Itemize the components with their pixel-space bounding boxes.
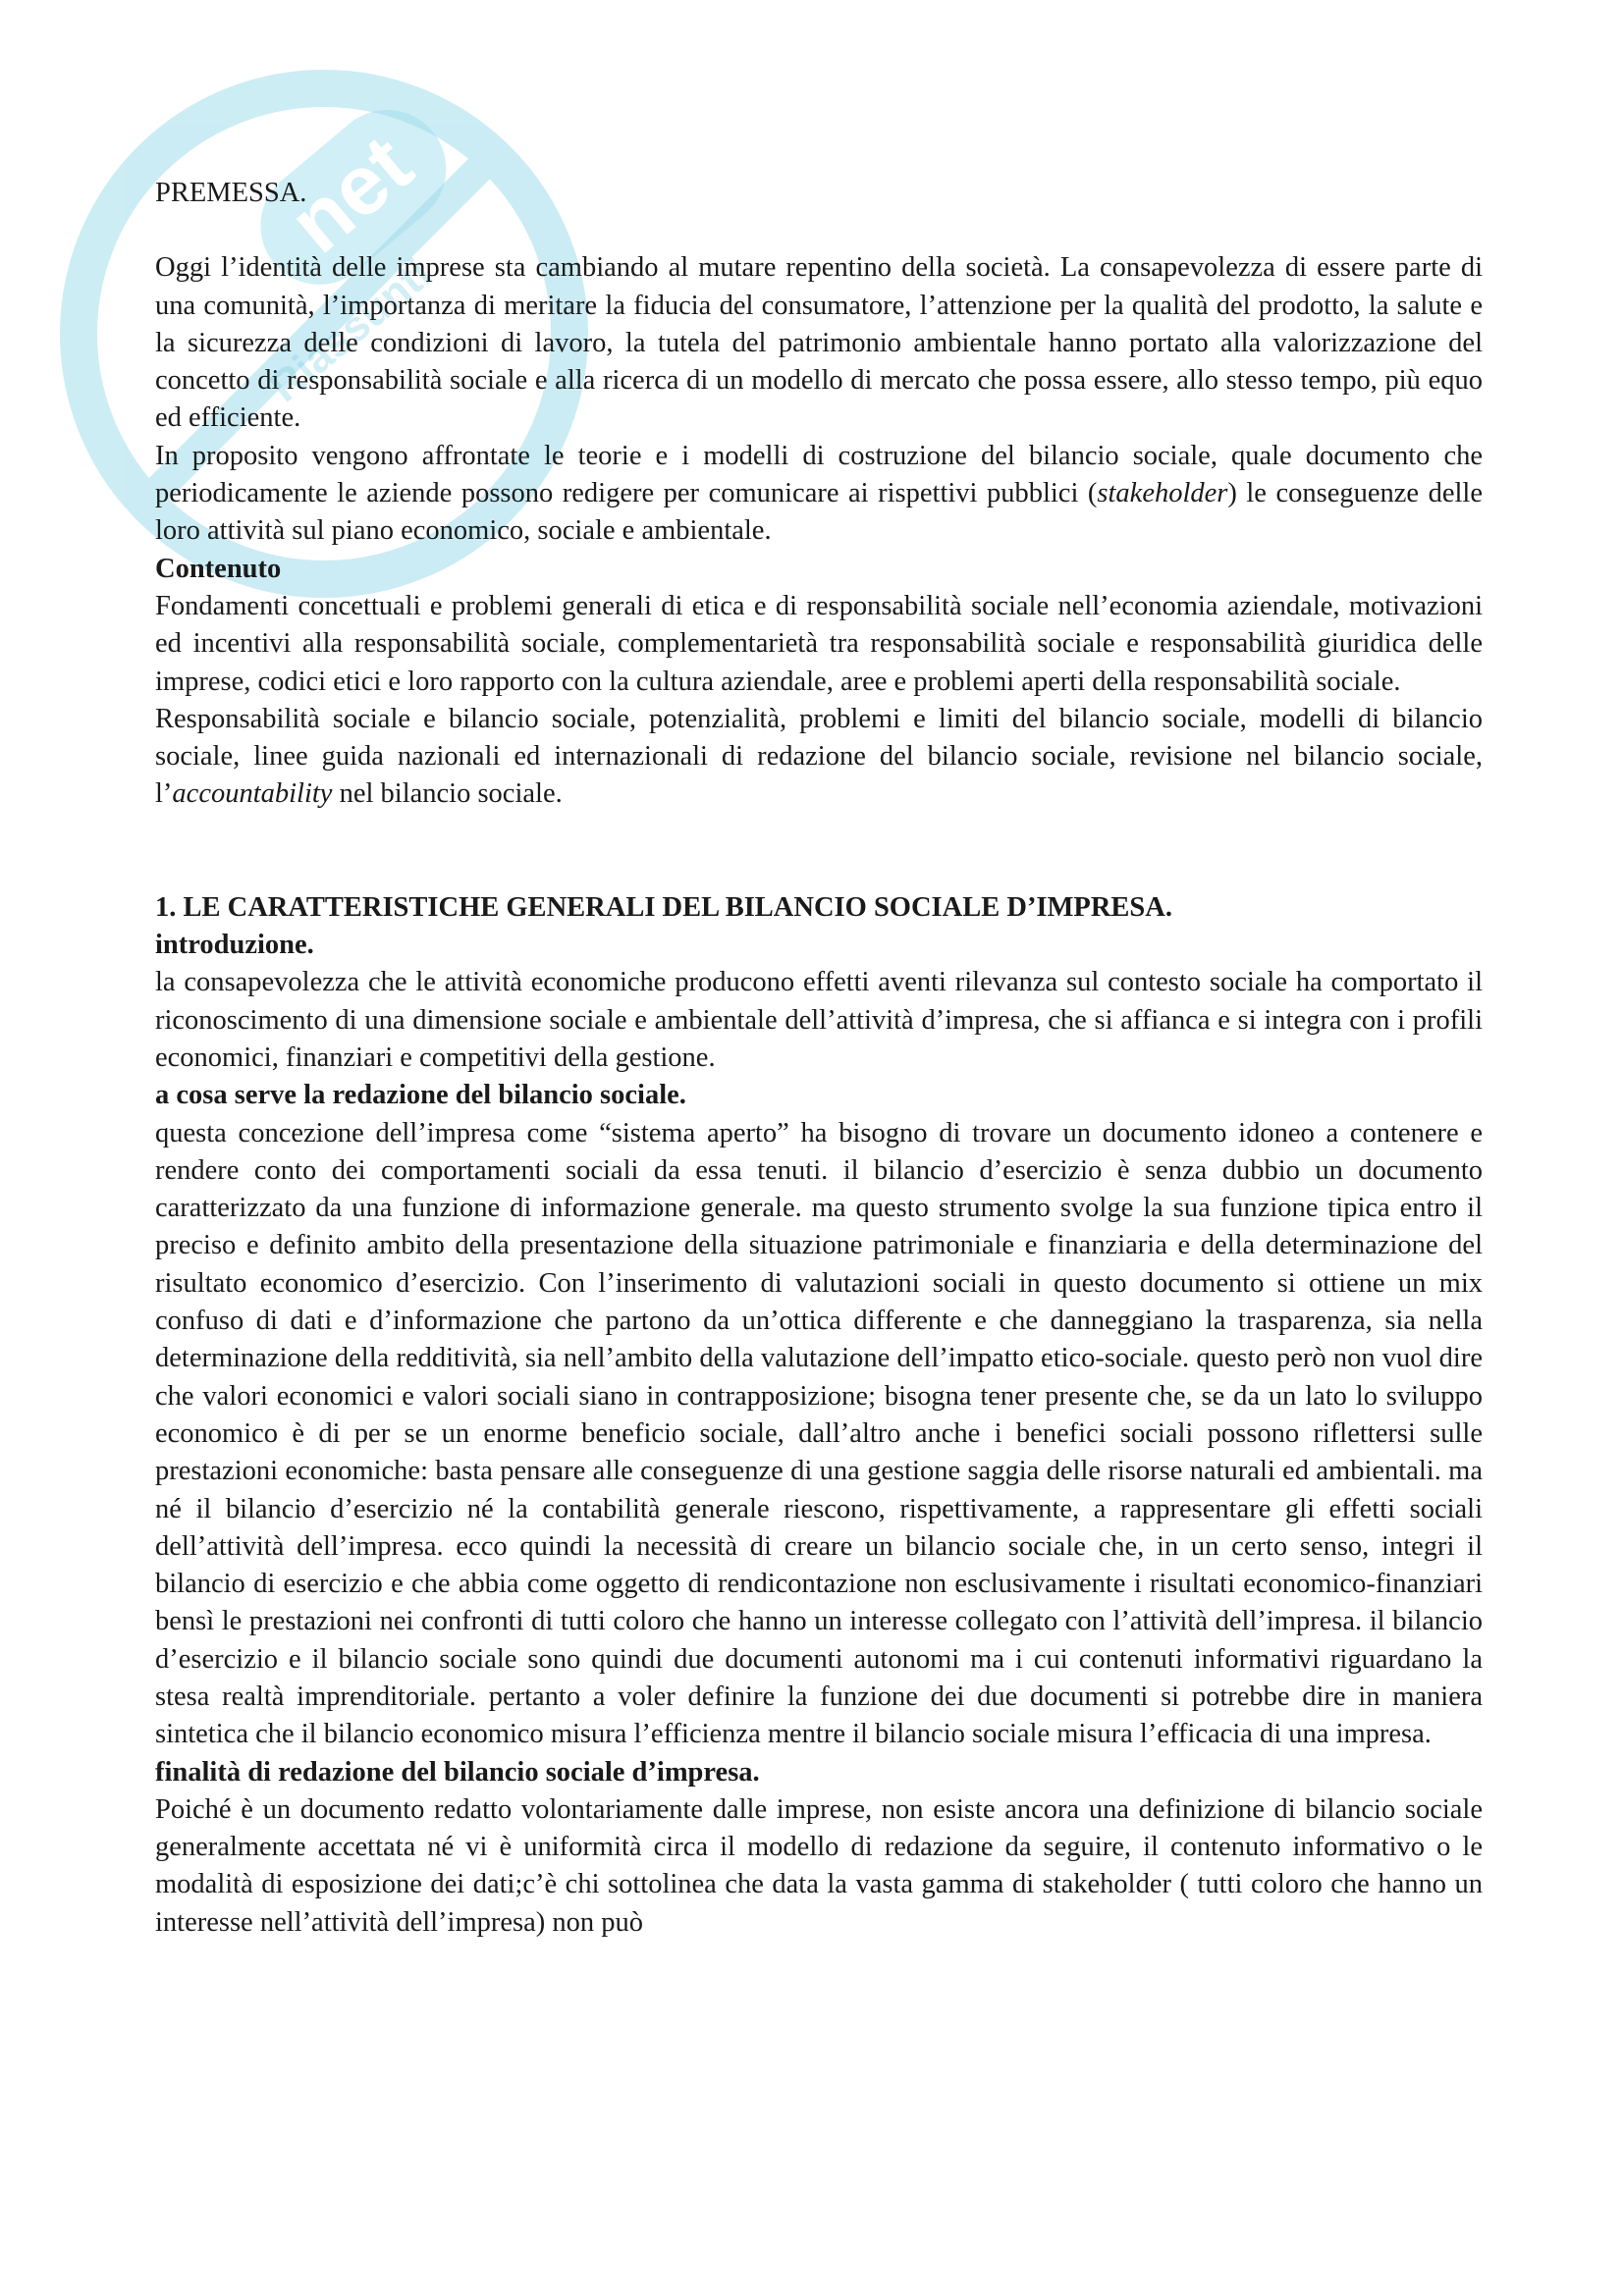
consapevolezza-paragraph: la consapevolezza che le attività economiche producono effetti aventi rilevanza sul contesto sociale ha comportato il riconoscimento di una dimensione sociale e ambientale dell’attività d’impresa, che si affianca e si integra con i profili economici, finanziari e competitivi della gestione. bbox=[155, 967, 1483, 1073]
fondamenti-paragraph: Fondamenti concettuali e problemi generali di etica e di responsabilità sociale nell’economia aziendale, motivazioni ed incentivi alla responsabilità sociale, complementarietà tra responsabilità sociale e responsabilità giuridica delle imprese, codici etici e loro rapporto con la cultura aziendale, aree e problemi aperti della responsabilità sociale. bbox=[155, 590, 1483, 697]
section-spacer bbox=[155, 814, 1483, 889]
accountability-term: accountability bbox=[172, 778, 333, 810]
a-cosa-serve-heading: a cosa serve la redazione del bilancio sociale. bbox=[155, 1080, 686, 1111]
proposito-text-a: In proposito vengono affrontate le teorie e i modelli di costruzione del bilancio sociale, quale documento che periodicamente le aziende possono redigere per comunicare ai rispettivi pubblici ( bbox=[155, 440, 1483, 509]
section-1-heading: 1. LE CARATTERISTICHE GENERALI DEL BILANCIO SOCIALE D’IMPRESA. bbox=[155, 891, 1172, 923]
sistema-aperto-paragraph: questa concezione dell’impresa come “sistema aperto” ha bisogno di trovare un documento idoneo a contenere e rendere conto dei comportamenti sociali da essa tenuti. il bilancio d’esercizio è senza dubbio un documento caratterizzato da una funzione di informazione generale. ma questo strumento svolge la sua funzione tipica entro il preciso e definito ambito della presentazione della situazione patrimoniale e finanziaria e della determinazione del risultato economico d’esercizio. Con l’inserimento di valutazioni sociali in questo documento si ottiene un mix confuso di dati e d’informazione che partono da un’ottica differente e che danneggiano la trasparenza, sia nella determinazione della redditività, sia nell’ambito della valutazione dell’impatto etico-sociale. questo però non vuol dire che valori economici e valori sociali siano in contrapposizione; bisogna tener presente che, se da un lato lo sviluppo economico è di per se un enorme beneficio sociale, dall’altro anche i benefici sociali possono riflettersi sulle prestazioni economiche: basta pensare alle conseguenze di una gestione saggia delle risorse naturali ed ambientali. ma né il bilancio d’esercizio né la contabilità generale riescono, rispettivamente, a rappresentare gli effetti sociali dell’attività dell’impresa. ecco quindi la necessità di creare un bilancio sociale che, in un certo senso, integri il bilancio di esercizio e che abbia come oggetto di rendicontazione non esclusivamente i risultati economico-finanziari bensì le prestazioni nei confronti di tutti coloro che hanno un interesse collegato con l’attività dell’impresa. il bilancio d’esercizio e il bilancio sociale sono quindi due documenti autonomi ma i cui contenuti informativi riguardano la stesa realtà imprenditoriale. pertanto a voler definire la funzione dei due documenti si potrebbe dire in maniera sintetica che il bilancio economico misura l’efficienza mentre il bilancio sociale misura l’efficacia di una impresa. bbox=[155, 1117, 1483, 1750]
premessa-heading: PREMESSA. bbox=[155, 178, 307, 208]
contenuto-heading: Contenuto bbox=[155, 553, 282, 584]
document-body bbox=[155, 175, 1483, 1942]
poiche-paragraph: Poiché è un documento redatto volontariamente dalle imprese, non esiste ancora una definizione di bilancio sociale generalmente accettata né vi è uniformità circa il modello di redazione da seguire, il contenuto informativo o le modalità di esposizione dei dati;c’è chi sottolinea che data la vasta gamma di stakeholder ( tutti coloro che hanno un interesse nell’attività dell’impresa) non può bbox=[155, 1793, 1483, 1938]
responsabilita-paragraph bbox=[155, 701, 1483, 814]
proposito-text-b: ) le conseguenze delle loro attività sul piano economico, sociale e ambientale. bbox=[155, 478, 1483, 547]
stakeholder-term: stakeholder bbox=[1097, 478, 1228, 509]
watermark-subtext: Riassunti bbox=[260, 249, 441, 411]
intro-paragraph: Oggi l’identità delle imprese sta cambiando al mutare repentino della società. La consapevolezza di essere parte di una comunità, l’importanza di meritare la fiducia del consumatore, l’attenzione per la qualità del prodotto, la salute e la sicurezza delle condizioni di lavoro, la tutela del patrimonio ambientale hanno portato alla valorizzazione del concetto di responsabilità sociale e alla ricerca di un modello di mercato che possa essere, allo stesso tempo, più equo ed efficiente. bbox=[155, 252, 1483, 434]
responsabilita-text-a: Responsabilità sociale e bilancio sociale, potenzialità, problemi e limiti del bilancio sociale, modelli di bilancio sociale, linee guida nazionali ed internazionali di redazione del bilancio sociale, revisione nel bilancio sociale, l’ bbox=[155, 703, 1483, 810]
finalita-heading: finalità di redazione del bilancio sociale d’impresa. bbox=[155, 1756, 760, 1788]
introduzione-heading: introduzione. bbox=[155, 930, 314, 961]
watermark-logo-text: net bbox=[272, 117, 430, 272]
responsabilita-text-b: nel bilancio sociale. bbox=[332, 778, 563, 810]
proposito-paragraph bbox=[155, 438, 1483, 551]
